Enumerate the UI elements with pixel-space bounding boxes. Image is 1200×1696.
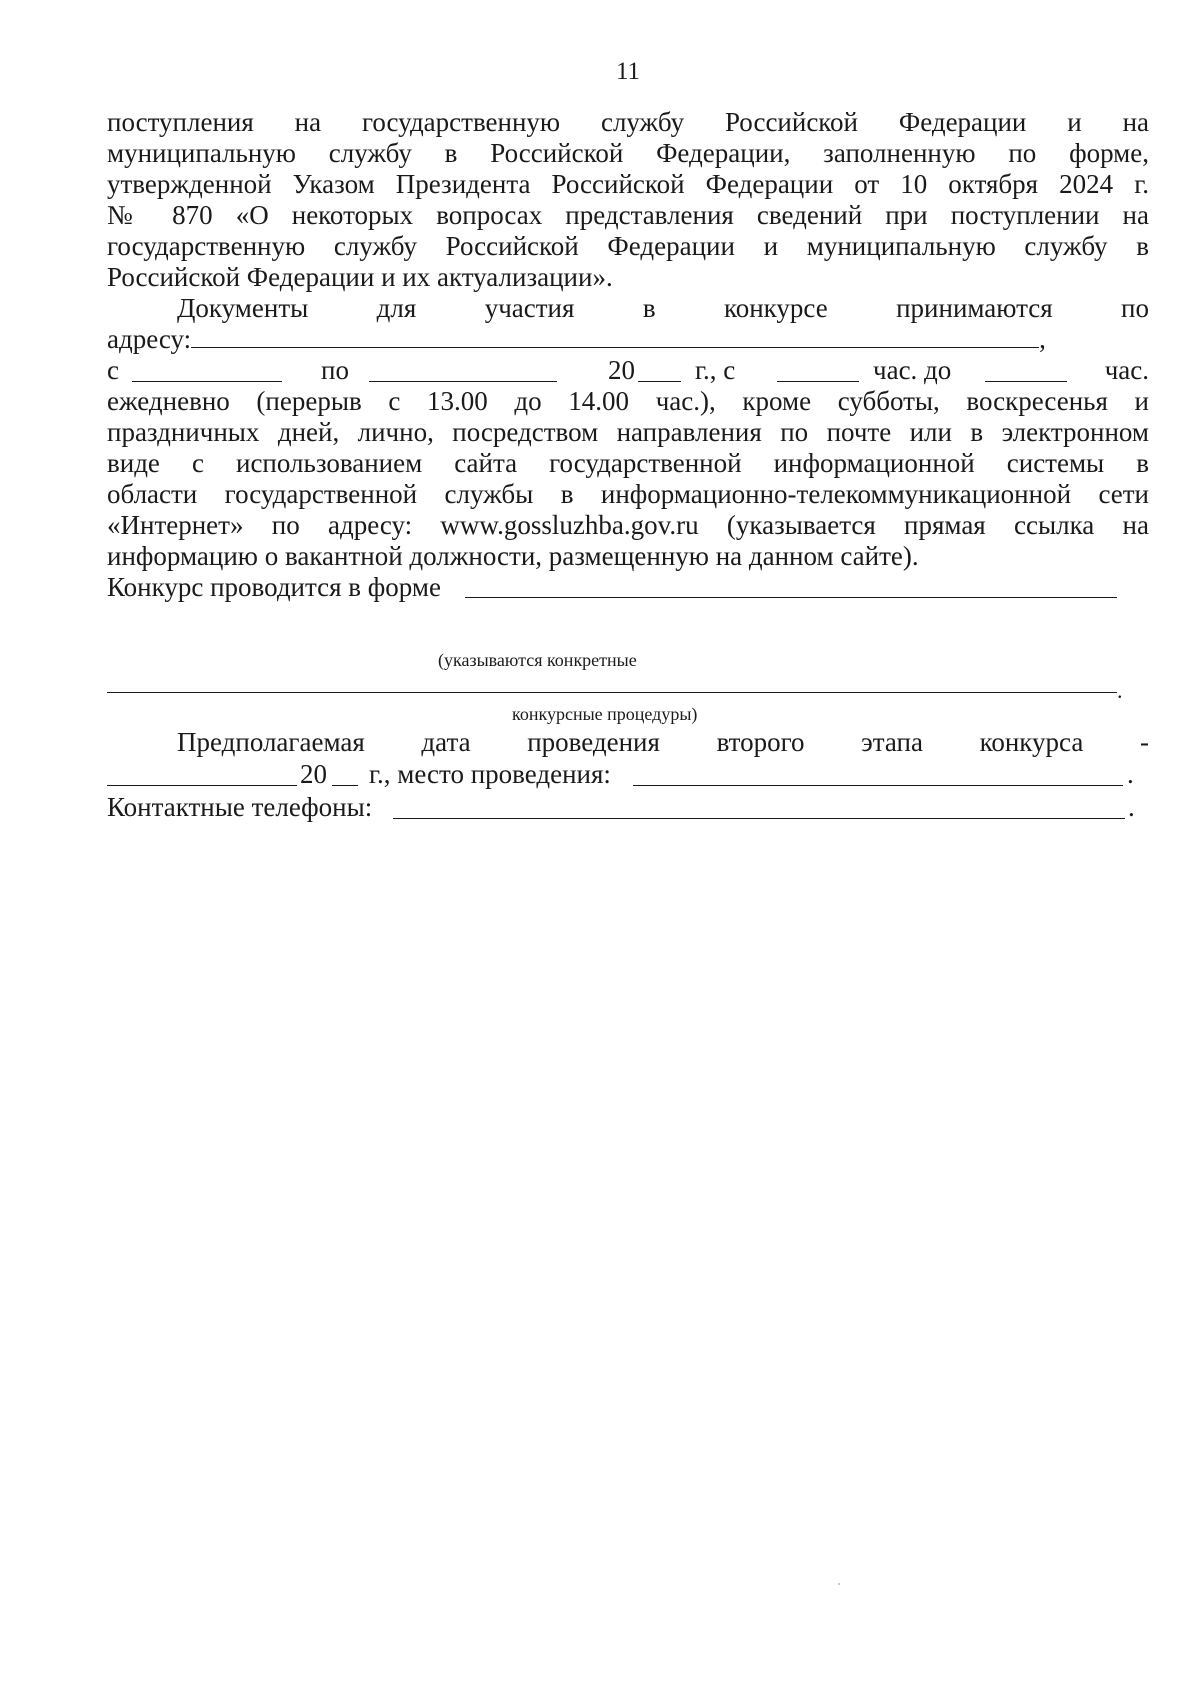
contacts-blank[interactable] [393,796,1125,819]
contacts-end: . [1128,792,1135,822]
second-stage-place-blank[interactable] [633,763,1123,786]
second-stage-year-blank[interactable] [332,763,358,786]
contest-form-caption-1: (указываются конкретные [438,650,637,670]
to-label: по [321,355,349,385]
page-number: 11 [615,58,641,85]
paragraph-line: поступления на государственную службу Российской Федерации и на [107,107,1149,137]
second-stage-year: 20 [300,759,327,789]
contest-form-caption-2: конкурсные процедуры) [512,704,698,724]
documents-line: «Интернет» по адресу: www.gossluzhba.gov.ru (указывается прямая ссылка на [107,510,1149,540]
contest-form-line [107,571,441,604]
second-stage-line: Предполагаемая дата проведения второго этапа конкурса - [177,727,1149,757]
documents-line: виде с использованием сайта государственной информационной системы в [107,448,1149,478]
address-blank[interactable] [191,325,1039,348]
second-stage-date-line [107,758,1149,791]
scan-speck [838,1583,840,1585]
paragraph-line: № 870 «О некоторых вопросах представления сведений при поступлении на [107,200,1149,230]
year-prefix: 20 [608,355,635,385]
contest-form-line-end: . [1117,678,1123,703]
paragraph-line: муниципальную службу в Российской Федерации, заполненную по форме, [107,138,1149,168]
year-blank[interactable] [638,359,681,382]
hours-end-label: час. [1104,355,1149,385]
from-label: с [107,355,119,385]
contest-form-label: Конкурс проводится в форме [107,572,441,602]
address-label: адресу: [107,324,192,354]
contacts-line [107,791,1149,824]
paragraph-line: Российской Федерации и их актуализации». [107,262,613,292]
hours-to-label: час. до [873,355,952,385]
address-end: , [1039,324,1046,354]
second-stage-place-end: . [1127,759,1134,789]
documents-line: ежедневно (перерыв с 13.00 до 14.00 час.), кроме субботы, воскресенья и [107,386,1149,416]
documents-line: праздничных дней, лично, посредством направления по почте или в электронном [107,417,1149,447]
address-line [107,323,1149,356]
documents-line: Документы для участия в конкурсе принимаются по [177,293,1149,323]
documents-line: информацию о вакантной должности, размещенную на данном сайте). [107,541,919,571]
hours-from-blank[interactable] [777,359,859,382]
paragraph-line: утвержденной Указом Президента Российской Федерации от 10 октября 2024 г. [107,169,1149,199]
contest-procedures-blank[interactable] [107,692,1117,693]
from-date-blank[interactable] [132,359,282,382]
hours-to-blank[interactable] [985,359,1067,382]
second-stage-place-label: г., место проведения: [369,759,611,789]
paragraph-line: государственную службу Российской Федерации и муниципальную службу в [107,231,1149,261]
to-date-blank[interactable] [369,359,557,382]
contest-form-blank[interactable] [465,597,1117,598]
contacts-label: Контактные телефоны: [107,792,373,822]
second-stage-date-blank[interactable] [107,763,297,786]
year-suffix: г., с [695,355,736,385]
period-line [107,354,1149,387]
documents-line: области государственной службы в информационно-телекоммуникационной сети [107,479,1149,509]
